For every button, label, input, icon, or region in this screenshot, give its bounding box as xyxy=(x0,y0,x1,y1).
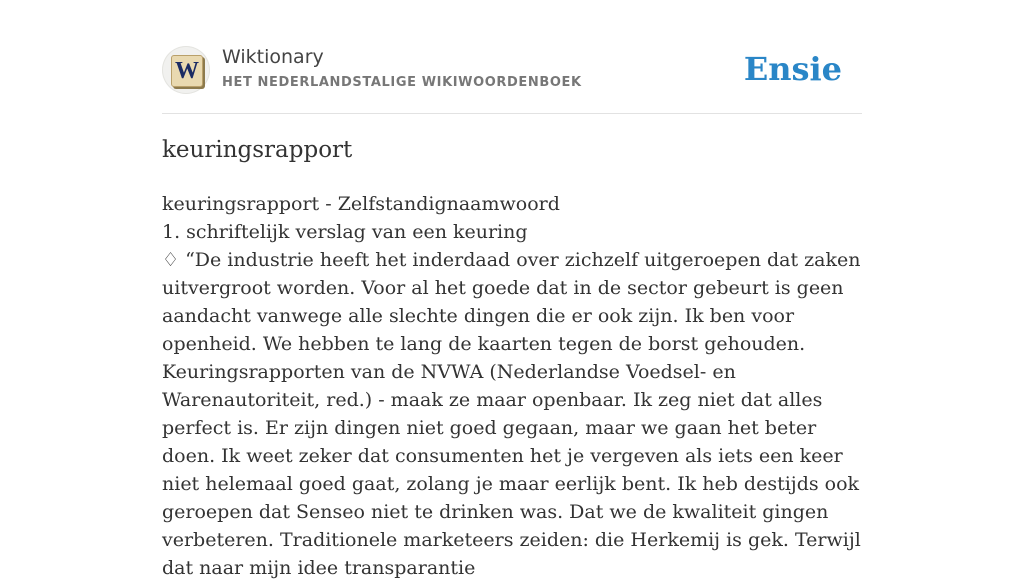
example-quote: ♢ “De industrie heeft het inderdaad over zichzelf uitgeroepen dat zaken uitvergroot worden. Voor al het goede dat in de sector gebeurt is geen aandacht vanwege alle slechte dingen die er ook zijn. Ik ben voor openheid. We hebben te lang de kaarten tegen de borst gehouden. Keuringsrapporten van de NVWA (Nederlandse Voedsel- en Warenautoriteit, red.) - maak ze maar openbaar. Ik zeg niet dat alles perfect is. Er zijn dingen niet goed gegaan, maar we gaan het beter doen. Ik weet zeker dat consumenten het je vergeven als iets een keer niet helemaal goed gaat, zolang je maar eerlijk bent. Ik heb destijds ook geroepen dat Senseo niet te drinken was. Dat we de kwaliteit gingen verbeteren. Traditionele marketeers zeiden: die Herkemij is gek. Terwijl dat naar mijn idee transparantie xyxy=(162,249,861,579)
logo-w-icon: W xyxy=(171,55,203,87)
headword-line: keuringsrapport - Zelfstandignaamwoord xyxy=(162,193,560,215)
page-title: keuringsrapport xyxy=(162,137,353,163)
site-subtitle: HET NEDERLANDSTALIGE WIKIWOORDENBOEK xyxy=(222,75,582,90)
header-divider xyxy=(162,113,862,114)
site-title[interactable]: Wiktionary xyxy=(222,46,324,68)
site-header xyxy=(162,44,862,96)
definition: 1. schriftelijk verslag van een keuring xyxy=(162,221,528,243)
entry-body xyxy=(162,190,862,582)
wiktionary-logo[interactable] xyxy=(162,46,210,94)
ensie-brand-logo[interactable]: Ensie xyxy=(743,50,842,88)
page-container xyxy=(162,0,862,579)
